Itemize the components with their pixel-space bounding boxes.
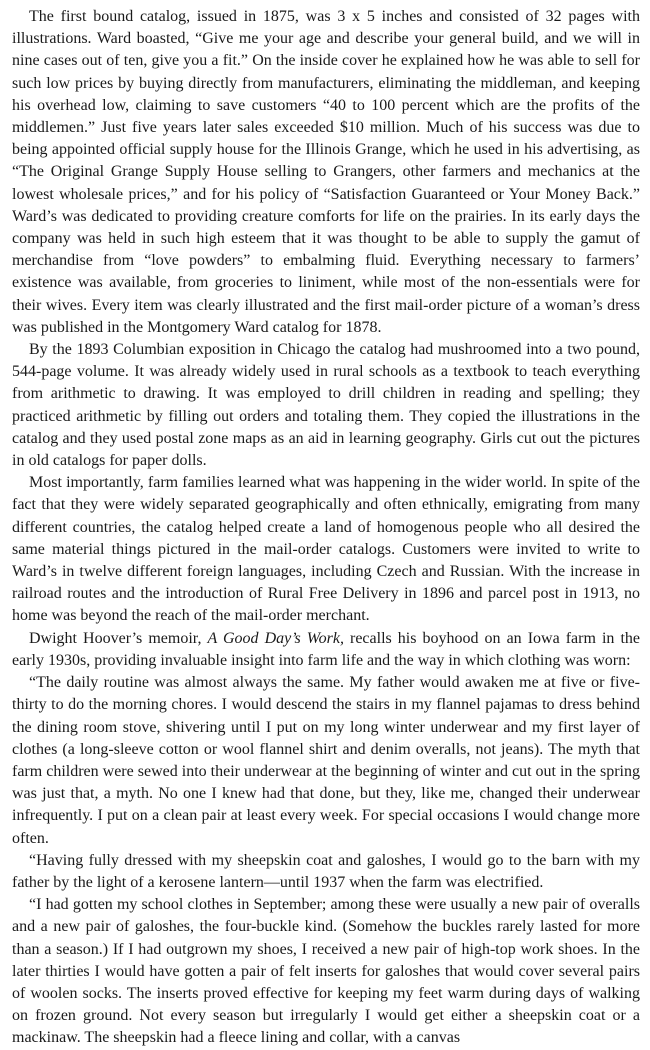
paragraph-school-clothes: “I had gotten my school clothes in September; among these were usually a new pair of overalls and a new pair of galoshes, the four-buckle kind. (Somehow the buckles rarely lasted for more than a season.) If I had outgrown my shoes, I received a new pair of high-top work shoes. In the later thirties I would have gotten a pair of felt inserts for galoshes that would cover several pairs of woolen socks. The inserts proved effective for keeping my feet warm during days of walking on frozen ground. Not every season but irregularly I would get either a sheepskin coat or a mackinaw. The sheepskin had a fleece lining and collar, with a canvas xyxy=(12,896,640,1047)
paragraph-daily-routine: “The daily routine was almost always the same. My father would awaken me at five or five-thirty to do the morning chores. I would descend the stairs in my flannel pajamas to dress behind the dining room stove, shivering until I put on my long winter underwear and my first layer of clothes (a long-sleeve cotton or wool flannel shirt and denim overalls, not jeans). The myth that farm children were sewed into their underwear at the beginning of winter and cut out in the spring was just that, a myth. No one I knew had that done, but they, like me, changed their underwear infrequently. I put on a clean pair at least every week. For special occasions I would change more often. xyxy=(12,674,640,847)
paragraph-columbian-exposition: By the 1893 Columbian exposition in Chicago the catalog had mushroomed into a two pound, 544-page volume. It was already widely used in rural schools as a textbook to teach everything from arithmetic to drawing. It was employed to drill children in reading and spelling; they practiced arithmetic by filling out orders and totaling them. They copied the illustrations in the catalog and they used postal zone maps as an aid in learning geography. Girls cut out the pictures in old catalogs for paper dolls. xyxy=(12,341,640,470)
memoir-intro-text: Dwight Hoover’s memoir, xyxy=(29,629,208,647)
memoir-title: A Good Day’s Work, xyxy=(207,629,344,647)
paragraph-first-catalog: The first bound catalog, issued in 1875, was 3 x 5 inches and consisted of 32 pages with illustrations. Ward boasted, “Give me your age and describe your general build, and we will in nine cases out of ten, give you a fit.” On the inside cover he explained how he was able to sell for such low prices by buying directly from manufacturers, eliminating the middleman, and keeping his overhead low, claiming to save customers “40 to 100 percent which are the profits of the middlemen.” Just five years later sales exceeded $10 million. Much of his success was due to being appointed official supply house for the Illinois Grange, which he used in his advertising, as “The Original Grange Supply House selling to Grangers, other farmers and mechanics at the lowest wholesale prices,” and for his policy of “Satisfaction Guaranteed or Your Money Back.” Ward’s was dedicated to providing creature comforts for life on the prairies. In its early days the company was held in such high esteem that it was thought to be able to supply the gamut of merchandise from “love powders” to embalming fluid. Everything necessary to farmers’ existence was available, from groceries to liniment, while most of the non-essentials were for their wives. Every item was clearly illustrated and the first mail-order picture of a woman’s dress was published in the Montgomery Ward catalog for 1878. xyxy=(12,8,640,336)
paragraph-hoover-memoir xyxy=(12,628,640,672)
memoir-intro-rest: recalls his boyhood on an Iowa farm in the early 1930s, providing invaluable insight into farm life and the way in which clothing was worn: xyxy=(12,629,641,669)
paragraph-wider-world: Most importantly, farm families learned what was happening in the wider world. In spite of the fact that they were widely separated geographically and often ethnically, emigrating from many different countries, the catalog helped create a land of homogenous people who all desired the same material things pictured in the mail-order catalogs. Customers were invited to write to Ward’s in twelve different foreign languages, including Czech and Russian. With the increase in railroad routes and the introduction of Rural Free Delivery in 1896 and parcel post in 1913, no home was beyond the reach of the mail-order merchant. xyxy=(12,474,640,625)
paragraph-barn-lantern: “Having fully dressed with my sheepskin coat and galoshes, I would go to the barn with my father by the light of a kerosene lantern—until 1937 when the farm was electrified. xyxy=(12,851,640,891)
